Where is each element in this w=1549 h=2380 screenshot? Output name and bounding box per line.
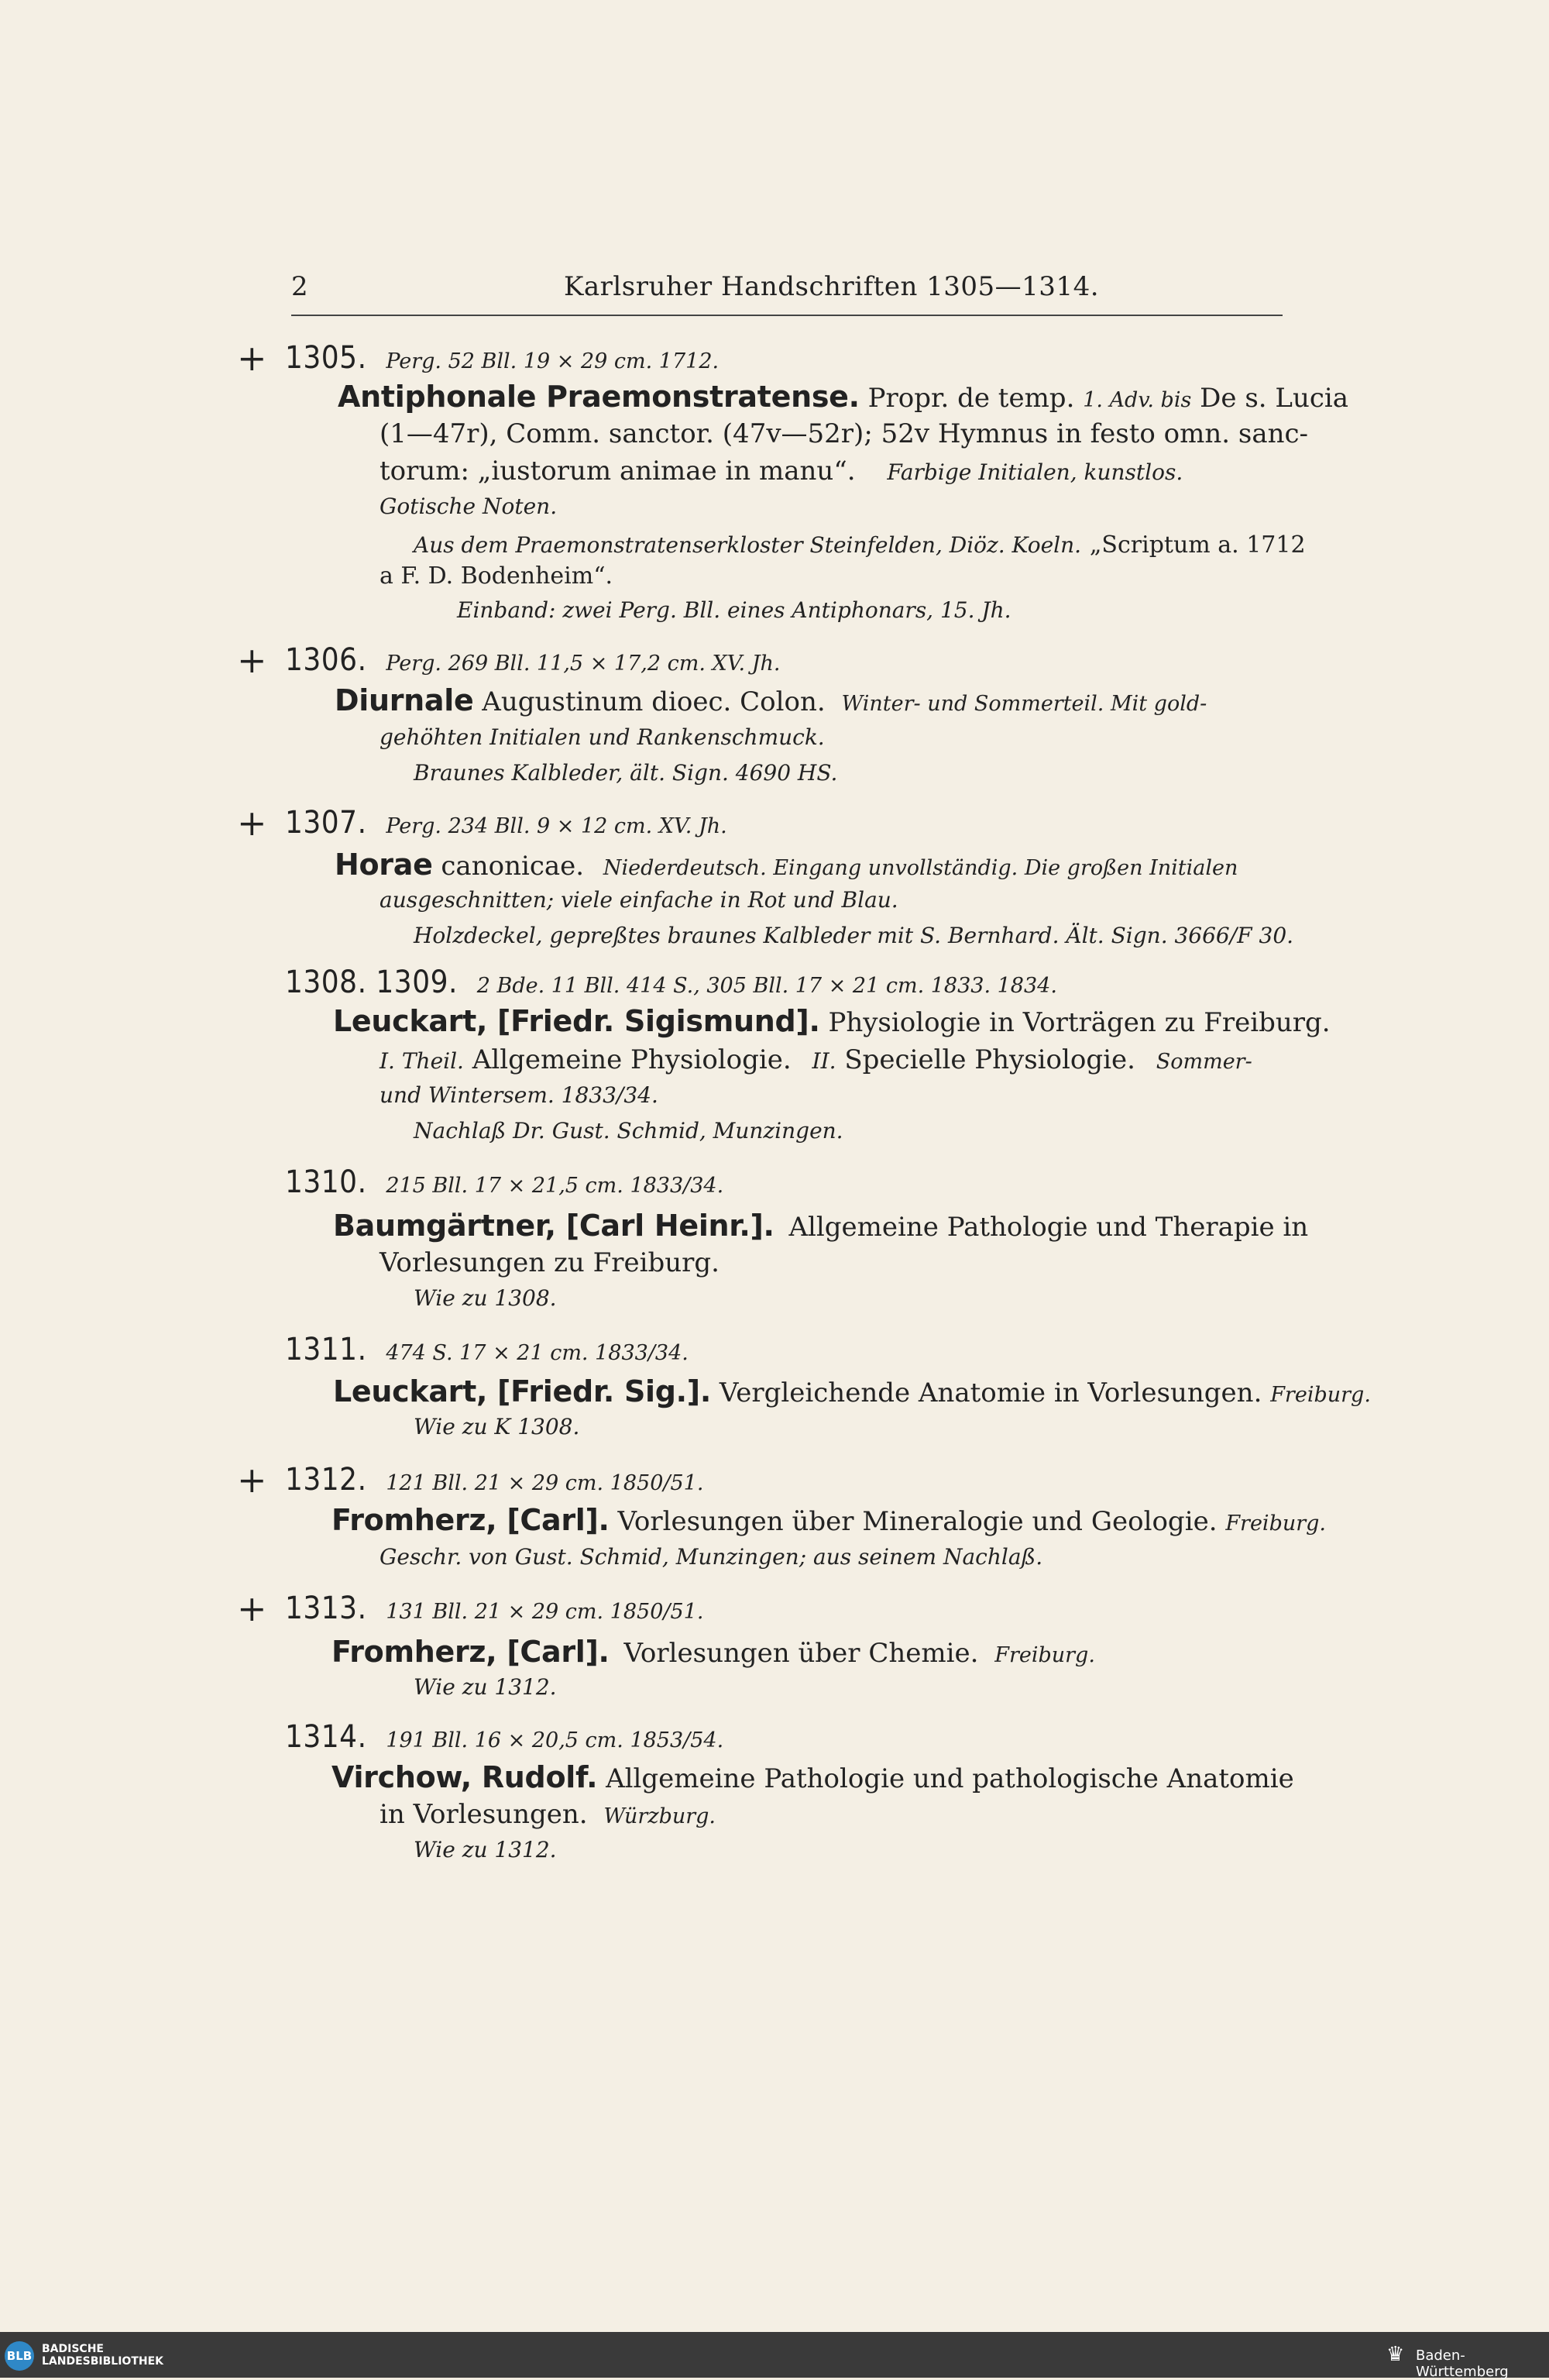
entry-binding: Holzdeckel, gepreßtes braunes Kalbleder mit S. Bernhard. Ält. Sign. 3666/F 30. <box>414 923 1294 948</box>
entry-text: Augustinum dioec. Colon. <box>482 686 826 717</box>
plus-marker: + <box>237 802 267 844</box>
entry-number: 1306. <box>285 642 367 678</box>
blb-line-2: LANDESBIBLIOTHEK <box>42 2355 164 2368</box>
entry-text: Farbige Initialen, kunstlos. <box>887 459 1183 485</box>
entry-text: (1—47r), Comm. sanctor. (47v—52r); 52v Hymnus in festo omn. sanc- <box>380 418 1309 449</box>
entry-provenance: Wie zu 1308. <box>414 1285 557 1311</box>
entry-title: Horae <box>335 848 433 882</box>
entry-title: Fromherz, [Carl]. <box>331 1503 610 1537</box>
entry-number: 1314. <box>285 1719 367 1755</box>
running-title: Karlsruher Handschriften 1305—1314. <box>564 271 1100 302</box>
entry-text: Allgemeine Physiologie. <box>472 1044 792 1075</box>
entry-text: Vorlesungen über Mineralogie und Geologie. <box>617 1506 1218 1537</box>
entry-text: Freiburg. <box>994 1643 1095 1667</box>
entry-binding: Braunes Kalbleder, ält. Sign. 4690 HS. <box>414 760 838 786</box>
page-number: 2 <box>291 271 308 302</box>
header-rule <box>291 315 1283 316</box>
entry-description: 121 Bll. 21 ⨯ 29 cm. 1850/51. <box>386 1471 704 1495</box>
entry-title: Diurnale <box>335 683 474 717</box>
entry-description: 191 Bll. 16 ⨯ 20,5 cm. 1853/54. <box>386 1728 724 1752</box>
entry-description: 2 Bde. 11 Bll. 414 S., 305 Bll. 17 ⨯ 21 cm. 1833. 1834. <box>476 974 1057 998</box>
page-header <box>0 271 1549 318</box>
entry-text: torum: „iustorum animae in manu“. <box>380 456 856 487</box>
blb-line-1: BADISCHE <box>42 2343 104 2355</box>
entry-text: 1. Adv. bis <box>1083 388 1192 412</box>
entry-text: gehöhten Initialen und Rankenschmuck. <box>380 724 825 750</box>
entry-provenance: a F. D. Bodenheim“. <box>380 562 613 590</box>
entry-provenance: Wie zu 1312. <box>414 1674 557 1700</box>
entry-title: Baumgärtner, [Carl Heinr.]. <box>333 1209 774 1243</box>
entry-text: Würzburg. <box>603 1804 716 1828</box>
entry-text: I. Theil. <box>380 1048 464 1074</box>
entry-number: 1305. <box>285 340 367 376</box>
entry-number: 1308. 1309. <box>285 965 458 1000</box>
baden-wuerttemberg-logo-text[interactable]: Baden-Württemberg <box>1416 2347 1509 2380</box>
entry-text: Allgemeine Pathologie und Therapie in <box>788 1212 1309 1243</box>
entry-text: in Vorlesungen. <box>380 1799 588 1830</box>
entry-number: 1311. <box>285 1332 367 1367</box>
entry-text: II. <box>812 1048 836 1074</box>
entry-text: Sommer- <box>1156 1050 1252 1074</box>
entry-title: Leuckart, [Friedr. Sig.]. <box>333 1374 712 1408</box>
entry-text: canonicae. <box>441 851 585 882</box>
entry-text: Vorlesungen zu Freiburg. <box>380 1247 720 1278</box>
entry-text: Vorlesungen über Chemie. <box>623 1638 979 1669</box>
entry-title: Virchow, Rudolf. <box>331 1760 598 1794</box>
plus-marker: + <box>237 337 267 379</box>
entry-text: De s. Lucia <box>1200 383 1349 414</box>
entry-text: Specielle Physiologie. <box>844 1044 1135 1075</box>
entry-text: Winter- und Sommerteil. Mit gold- <box>841 692 1207 716</box>
entry-text: Propr. de temp. <box>867 383 1075 414</box>
entry-provenance: „Scriptum a. 1712 <box>1089 531 1306 559</box>
entry-provenance: Wie zu K 1308. <box>414 1414 580 1439</box>
entry-text: Vergleichende Anatomie in Vorlesungen. <box>719 1377 1262 1408</box>
blb-logo-text[interactable] <box>42 2343 163 2368</box>
entry-description: 215 Bll. 17 ⨯ 21,5 cm. 1833/34. <box>386 1174 724 1198</box>
entry-provenance: Nachlaß Dr. Gust. Schmid, Munzingen. <box>414 1118 843 1144</box>
entry-text: Gotische Noten. <box>380 494 558 519</box>
entry-description: Perg. 234 Bll. 9 ⨯ 12 cm. XV. Jh. <box>386 814 727 838</box>
entry-title: Fromherz, [Carl]. <box>331 1635 610 1669</box>
plus-marker: + <box>237 639 267 681</box>
entry-number: 1313. <box>285 1591 367 1626</box>
entry-binding: Einband: zwei Perg. Bll. eines Antiphonars, 15. Jh. <box>457 597 1011 623</box>
blb-logo-icon[interactable]: BLB <box>5 2341 34 2371</box>
entry-description: Perg. 52 Bll. 19 ⨯ 29 cm. 1712. <box>386 349 720 373</box>
entry-number: 1307. <box>285 805 367 841</box>
entry-description: 474 S. 17 ⨯ 21 cm. 1833/34. <box>386 1341 689 1365</box>
entry-title: Leuckart, [Friedr. Sigismund]. <box>333 1004 820 1038</box>
entry-title: Antiphonale Praemonstratense. <box>338 380 860 414</box>
plus-marker: + <box>237 1587 267 1629</box>
entry-text: Physiologie in Vorträgen zu Freiburg. <box>828 1007 1331 1038</box>
baden-wuerttemberg-lions-icon: ♛ <box>1386 2343 1405 2366</box>
entry-provenance: Geschr. von Gust. Schmid, Munzingen; aus seinem Nachlaß. <box>380 1544 1043 1570</box>
entry-description: Perg. 269 Bll. 11,5 ⨯ 17,2 cm. XV. Jh. <box>386 652 781 676</box>
entry-number: 1312. <box>285 1462 367 1498</box>
entry-text: Niederdeutsch. Eingang unvollständig. Die großen Initialen <box>603 856 1238 880</box>
entry-description: 131 Bll. 21 ⨯ 29 cm. 1850/51. <box>386 1600 704 1624</box>
entry-number: 1310. <box>285 1164 367 1200</box>
entry-text: und Wintersem. 1833/34. <box>380 1082 658 1108</box>
entry-text: Freiburg. <box>1270 1383 1371 1407</box>
entry-provenance: Aus dem Praemonstratenserkloster Steinfelden, Diöz. Koeln. <box>414 532 1082 558</box>
entry-provenance: Wie zu 1312. <box>414 1837 557 1862</box>
entry-text: Allgemeine Pathologie und pathologische Anatomie <box>606 1763 1294 1794</box>
entry-text: Freiburg. <box>1225 1512 1327 1536</box>
viewer-footer-bar <box>0 2332 1549 2378</box>
plus-marker: + <box>237 1459 267 1501</box>
entry-text: ausgeschnitten; viele einfache in Rot und Blau. <box>380 887 898 913</box>
